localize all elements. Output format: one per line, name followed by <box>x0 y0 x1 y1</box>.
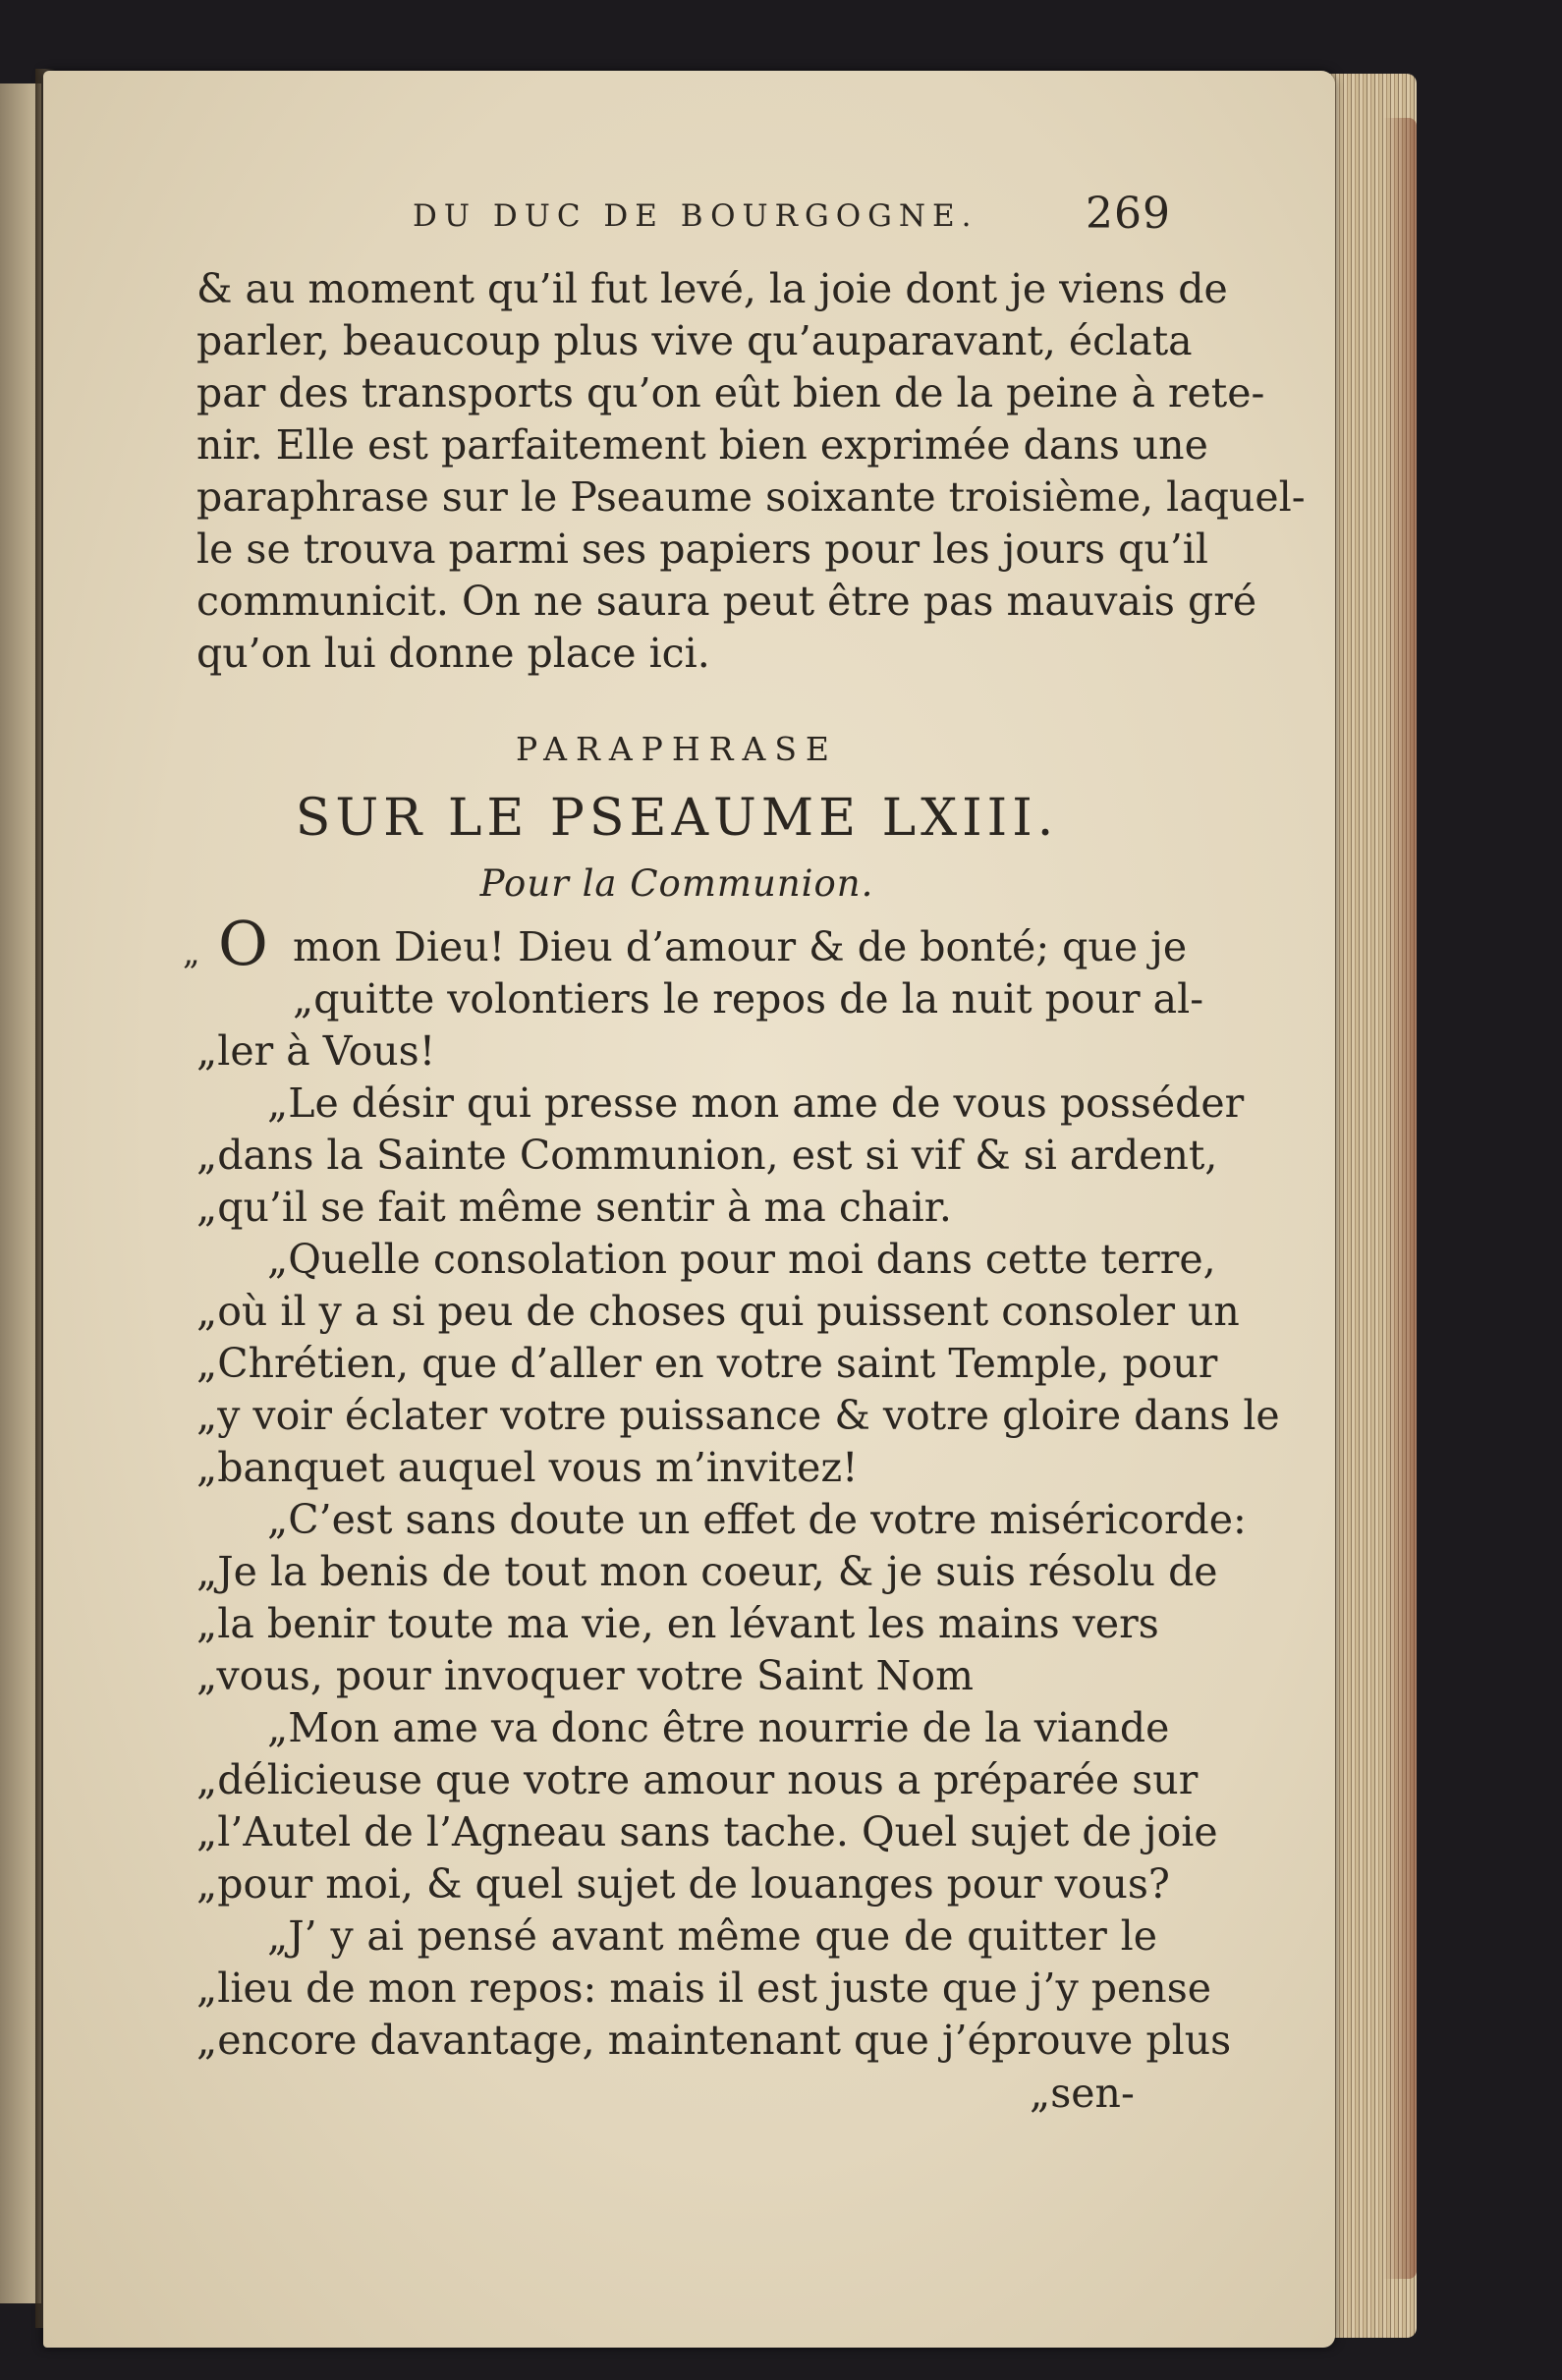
text-line: „l’Autel de l’Agneau sans tache. Quel sujet de joie <box>196 1808 1218 1855</box>
catchword: „sen- <box>1030 2070 1135 2117</box>
running-head <box>413 189 1277 248</box>
text-line: „lieu de mon repos: mais il est juste que j’y pense <box>196 1965 1212 2012</box>
text-line: nir. Elle est parfaitement bien exprimée dans une <box>196 421 1208 469</box>
text-line: & au moment qu’il fut levé, la joie dont je viens de <box>196 265 1228 312</box>
paraphrase-text <box>183 908 1280 2067</box>
text-line: „J’ y ai pensé avant même que de quitter le <box>267 1912 1157 1960</box>
text-line <box>183 908 1188 979</box>
text-line: „Chrétien, que d’aller en votre saint Temple, pour <box>196 1340 1218 1387</box>
intro-paragraph <box>196 263 1306 680</box>
text-line: „C’est sans doute un effet de votre miséricorde: <box>267 1496 1247 1543</box>
text-line: „banquet auquel vous m’invitez! <box>196 1444 859 1491</box>
text-line: „la benir toute ma vie, en lévant les mains vers <box>196 1600 1159 1647</box>
text-line: „dans la Sainte Communion, est si vif & si ardent, <box>196 1132 1218 1179</box>
text-line: „Je la benis de tout mon coeur, & je suis résolu de <box>196 1548 1218 1595</box>
page-edge-stain <box>1383 118 1417 2279</box>
text-line: parler, beaucoup plus vive qu’auparavant, éclata <box>196 317 1193 364</box>
text-line: communicit. On ne saura peut être pas mauvais gré <box>196 578 1257 625</box>
text-line: „Quelle consolation pour moi dans cette terre, <box>267 1236 1216 1283</box>
text-line: „encore davantage, maintenant que j’éprouve plus <box>196 2017 1232 2064</box>
drop-cap-quote: „ <box>183 933 200 972</box>
text-line: „Le désir qui presse mon ame de vous posséder <box>267 1079 1245 1127</box>
text-line: „quitte volontiers le repos de la nuit pour al- <box>293 975 1204 1023</box>
page-number: 269 <box>1086 189 1171 239</box>
text-line: „qu’il se fait même sentir à ma chair. <box>196 1184 952 1231</box>
text-line: qu’on lui donne place ici. <box>196 630 710 677</box>
text-line: paraphrase sur le Pseaume soixante troisième, laquel- <box>196 473 1306 521</box>
section-label: PARAPHRASE <box>515 730 839 768</box>
running-head-title: DU DUC DE BOURGOGNE. <box>413 198 978 234</box>
text-line: „pour moi, & quel sujet de louanges pour vous? <box>196 1860 1170 1908</box>
text-line-content: mon Dieu! Dieu d’amour & de bonté; que je <box>293 923 1188 970</box>
text-line: „Mon ame va donc être nourrie de la viande <box>267 1704 1170 1751</box>
section-subtitle: Pour la Communion. <box>479 862 874 905</box>
text-line: „ler à Vous! <box>196 1027 436 1075</box>
text-line: „où il y a si peu de choses qui puissent consoler un <box>196 1288 1240 1335</box>
text-line: „y voir éclater votre puissance & votre gloire dans le <box>196 1392 1280 1439</box>
section-title: SUR LE PSEAUME LXIII. <box>295 789 1059 848</box>
text-line: „vous, pour invoquer votre Saint Nom <box>196 1652 974 1699</box>
drop-cap-letter: O <box>218 908 268 979</box>
text-line: par des transports qu’on eût bien de la peine à rete- <box>196 369 1265 416</box>
text-line: le se trouva parmi ses papiers pour les jours qu’il <box>196 526 1209 573</box>
text-line: „délicieuse que votre amour nous a préparée sur <box>196 1756 1199 1803</box>
